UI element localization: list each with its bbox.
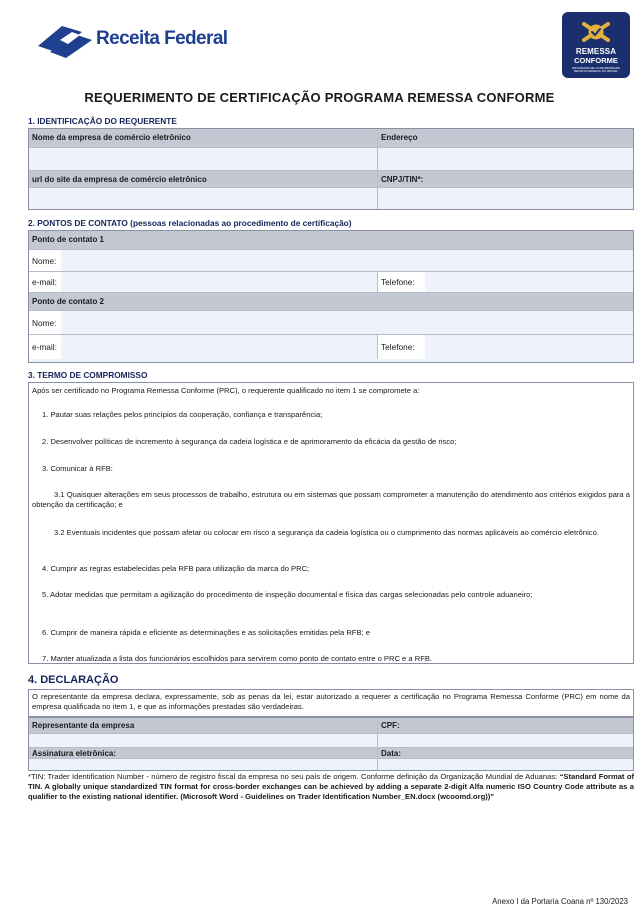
commitment-item-2: 2. Desenvolver políticas de incremento à segurança da cadeia logística e de aprimoramento da eficácia da gestão de risco; [42, 437, 457, 446]
table-row [29, 747, 633, 758]
table-row [29, 147, 633, 170]
page-header [0, 0, 639, 90]
contact-1-email-label: e-mail: [29, 272, 61, 292]
contact-1-name-field[interactable] [61, 250, 633, 271]
commitment-item-3-2: 3.2 Eventuais incidentes que possam afetar ou colocar em risco a segurança da cadeia logística ou o cumprimento das normas aplicáveis ao comércio eletrônico. [54, 528, 599, 537]
page-title: REQUERIMENTO DE CERTIFICAÇÃO PROGRAMA REMESSA CONFORME [84, 90, 555, 105]
commitment-intro: Após ser certificado no Programa Remessa Conforme (PRC), o requerente qualificado no item 1 se compromete a: [32, 386, 420, 395]
commitment-item-1: 1. Pautar suas relações pelos princípios da cooperação, confiança e transparência; [42, 410, 323, 419]
contact-1-phone-field[interactable] [425, 272, 633, 292]
receita-federal-logo [36, 22, 236, 62]
contact-2-email-field[interactable] [61, 335, 378, 359]
section-4-title: 4. DECLARAÇÃO [28, 674, 119, 686]
table-row [29, 292, 633, 310]
contacts-table [28, 230, 634, 363]
declaration-table [28, 717, 634, 771]
seal-check-icon [581, 18, 611, 46]
contact-2-phone-field[interactable] [425, 335, 633, 359]
section-2-title: 2. PONTOS DE CONTATO (pessoas relacionadas ao procedimento de certificação) [28, 218, 352, 228]
seal-line-1: REMESSA [575, 47, 617, 56]
org-name: Receita Federal [96, 28, 228, 49]
table-row [29, 310, 633, 334]
commitment-terms-box [28, 382, 634, 664]
declaration-box [28, 689, 634, 717]
section-1-title: 1. IDENTIFICAÇÃO DO REQUERENTE [28, 116, 177, 126]
contact-1-phone-label: Telefone: [378, 272, 425, 292]
commitment-item-7: 7. Manter atualizada a lista dos funcionários escolhidos para servirem como ponto de contato entre o PRC e a RFB. [42, 654, 433, 663]
contact-2-phone-label: Telefone: [378, 335, 425, 359]
date-label: Data: [381, 749, 402, 758]
contact-1-heading: Ponto de contato 1 [32, 235, 104, 244]
table-row [29, 271, 633, 292]
table-row [29, 758, 633, 770]
tin-footnote [28, 772, 634, 802]
table-row [29, 231, 633, 249]
seal-line-3: PROGRAMA DE CONFORMIDADE RECEITA FEDERAL DO BRASIL [572, 66, 620, 74]
contact-1-name-label: Nome: [29, 250, 61, 271]
representative-label: Representante da empresa [29, 718, 378, 733]
cpf-field[interactable] [378, 734, 633, 747]
receita-federal-emblem-icon [36, 22, 94, 58]
table-row [29, 129, 633, 147]
commitment-item-3: 3. Comunicar à RFB: [42, 464, 113, 473]
table-row [29, 170, 633, 187]
site-url-label: url do site da empresa de comércio eletrônico [29, 171, 378, 187]
table-row [29, 249, 633, 271]
contact-2-name-label: Nome: [29, 311, 61, 334]
footnote-bold-text: “Standard Format of TIN. A globally unique standardized TIN format for cross-border exchanges can be achieved by adding a separate 2-digit Alfa numeric ISO Country Code attribute as a qualifier to the existing national identifier. (Microsoft Word - Guidelines on Trader Identification Number_EN.docx (wcoomd.org))” [28, 772, 634, 801]
signature-label: Assinatura eletrônica: [29, 748, 378, 758]
portaria-reference: Anexo I da Portaria Coana nº 130/2023 [492, 897, 628, 906]
table-row [29, 187, 633, 209]
table-row [29, 733, 633, 747]
address-field[interactable] [378, 148, 633, 170]
commitment-item-5: 5. Adotar medidas que permitam a agilização do procedimento de inspeção documental e física das cargas selecionadas pelo controle aduaneiro; [42, 590, 533, 599]
table-row [29, 334, 633, 359]
contact-2-email-label: e-mail: [29, 335, 61, 359]
cnpj-label: CNPJ/TIN*: [381, 175, 424, 184]
company-name-label: Nome da empresa de comércio eletrônico [29, 129, 378, 147]
site-url-field[interactable] [29, 188, 378, 209]
contact-1-email-field[interactable] [61, 272, 378, 292]
seal-line-2: CONFORME [574, 56, 618, 65]
address-label: Endereço [381, 133, 418, 142]
commitment-item-3-1: 3.1 Quaisquer alterações em seus processos de trabalho, estrutura ou em sistemas que possam comprometer a manutenção do atendimento aos critérios exigidos para a obtenção da certificação; e [32, 490, 630, 509]
table-row [29, 718, 633, 733]
applicant-identification-table [28, 128, 634, 210]
declaration-text: O representante da empresa declara, expressamente, sob as penas da lei, estar autorizado a requerer a certificação no Programa Remessa Conforme (PRC) em nome da empresa qualificada no item 1, e que as informações prestadas são verdadeiras. [32, 692, 630, 711]
contact-2-heading: Ponto de contato 2 [32, 297, 104, 306]
footnote-plain-text: *TIN: Trader Identification Number - número de registro fiscal da empresa no seu país de origem. Conforme definição da Organização Mundial de Aduanas: [28, 772, 560, 781]
commitment-item-6: 6. Cumprir de maneira rápida e eficiente as determinações e as solicitações emitidas pela RFB; e [42, 628, 370, 637]
representative-field[interactable] [29, 734, 378, 747]
contact-2-name-field[interactable] [61, 311, 633, 334]
signature-field[interactable] [29, 759, 378, 770]
remessa-conforme-seal [562, 12, 630, 78]
cpf-label: CPF: [381, 721, 400, 730]
date-field[interactable] [378, 759, 633, 770]
section-3-title: 3. TERMO DE COMPROMISSO [28, 370, 148, 380]
cnpj-field[interactable] [378, 188, 633, 209]
company-name-field[interactable] [29, 148, 378, 170]
commitment-item-4: 4. Cumprir as regras estabelecidas pela RFB para utilização da marca do PRC; [42, 564, 310, 573]
